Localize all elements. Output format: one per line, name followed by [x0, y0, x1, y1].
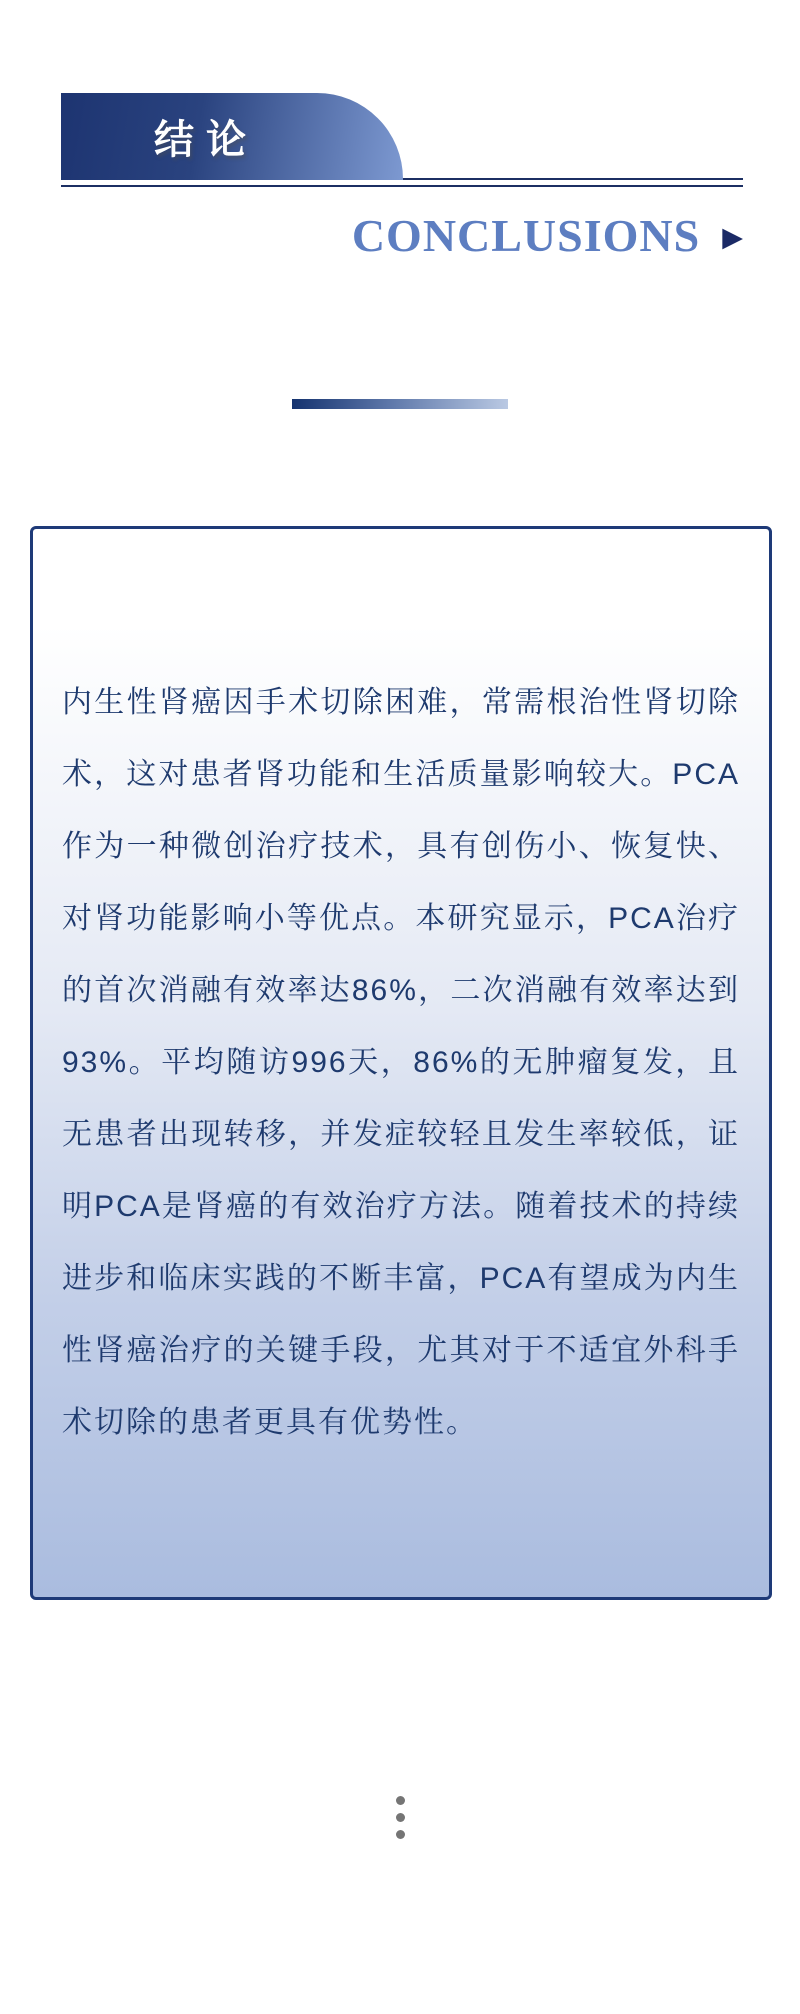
ellipsis-dot-icon [396, 1830, 405, 1839]
conclusion-paragraph: 内生性肾癌因手术切除困难，常需根治性肾切除术，这对患者肾功能和生活质量影响较大。PCA作为一种微创治疗技术，具有创伤小、恢复快、对肾功能影响小等优点。本研究显示，PCA治疗的首次消融有效率达86%，二次消融有效率达到93%。平均随访996天，86%的无肿瘤复发，且无患者出现转移，并发症较轻且发生率较低，证明PCA是肾癌的有效治疗方法。随着技术的持续进步和临床实践的不断丰富，PCA有望成为内生性肾癌治疗的关键手段，尤其对于不适宜外科手术切除的患者更具有优势性。 [62, 686, 740, 1439]
ellipsis-dot-icon [396, 1796, 405, 1805]
conclusion-card [30, 526, 772, 1600]
section-title-en: CONCLUSIONS [351, 210, 701, 261]
ellipsis-dot-icon [396, 1813, 405, 1822]
section-title-row [351, 210, 743, 261]
ellipsis-dots [0, 1796, 800, 1839]
section-badge-label: 结论 [154, 117, 258, 162]
arrow-right-icon: ▶ [722, 221, 743, 252]
section-badge [61, 93, 403, 180]
header-rule-bottom [61, 185, 743, 187]
gradient-divider-bar [292, 399, 508, 409]
